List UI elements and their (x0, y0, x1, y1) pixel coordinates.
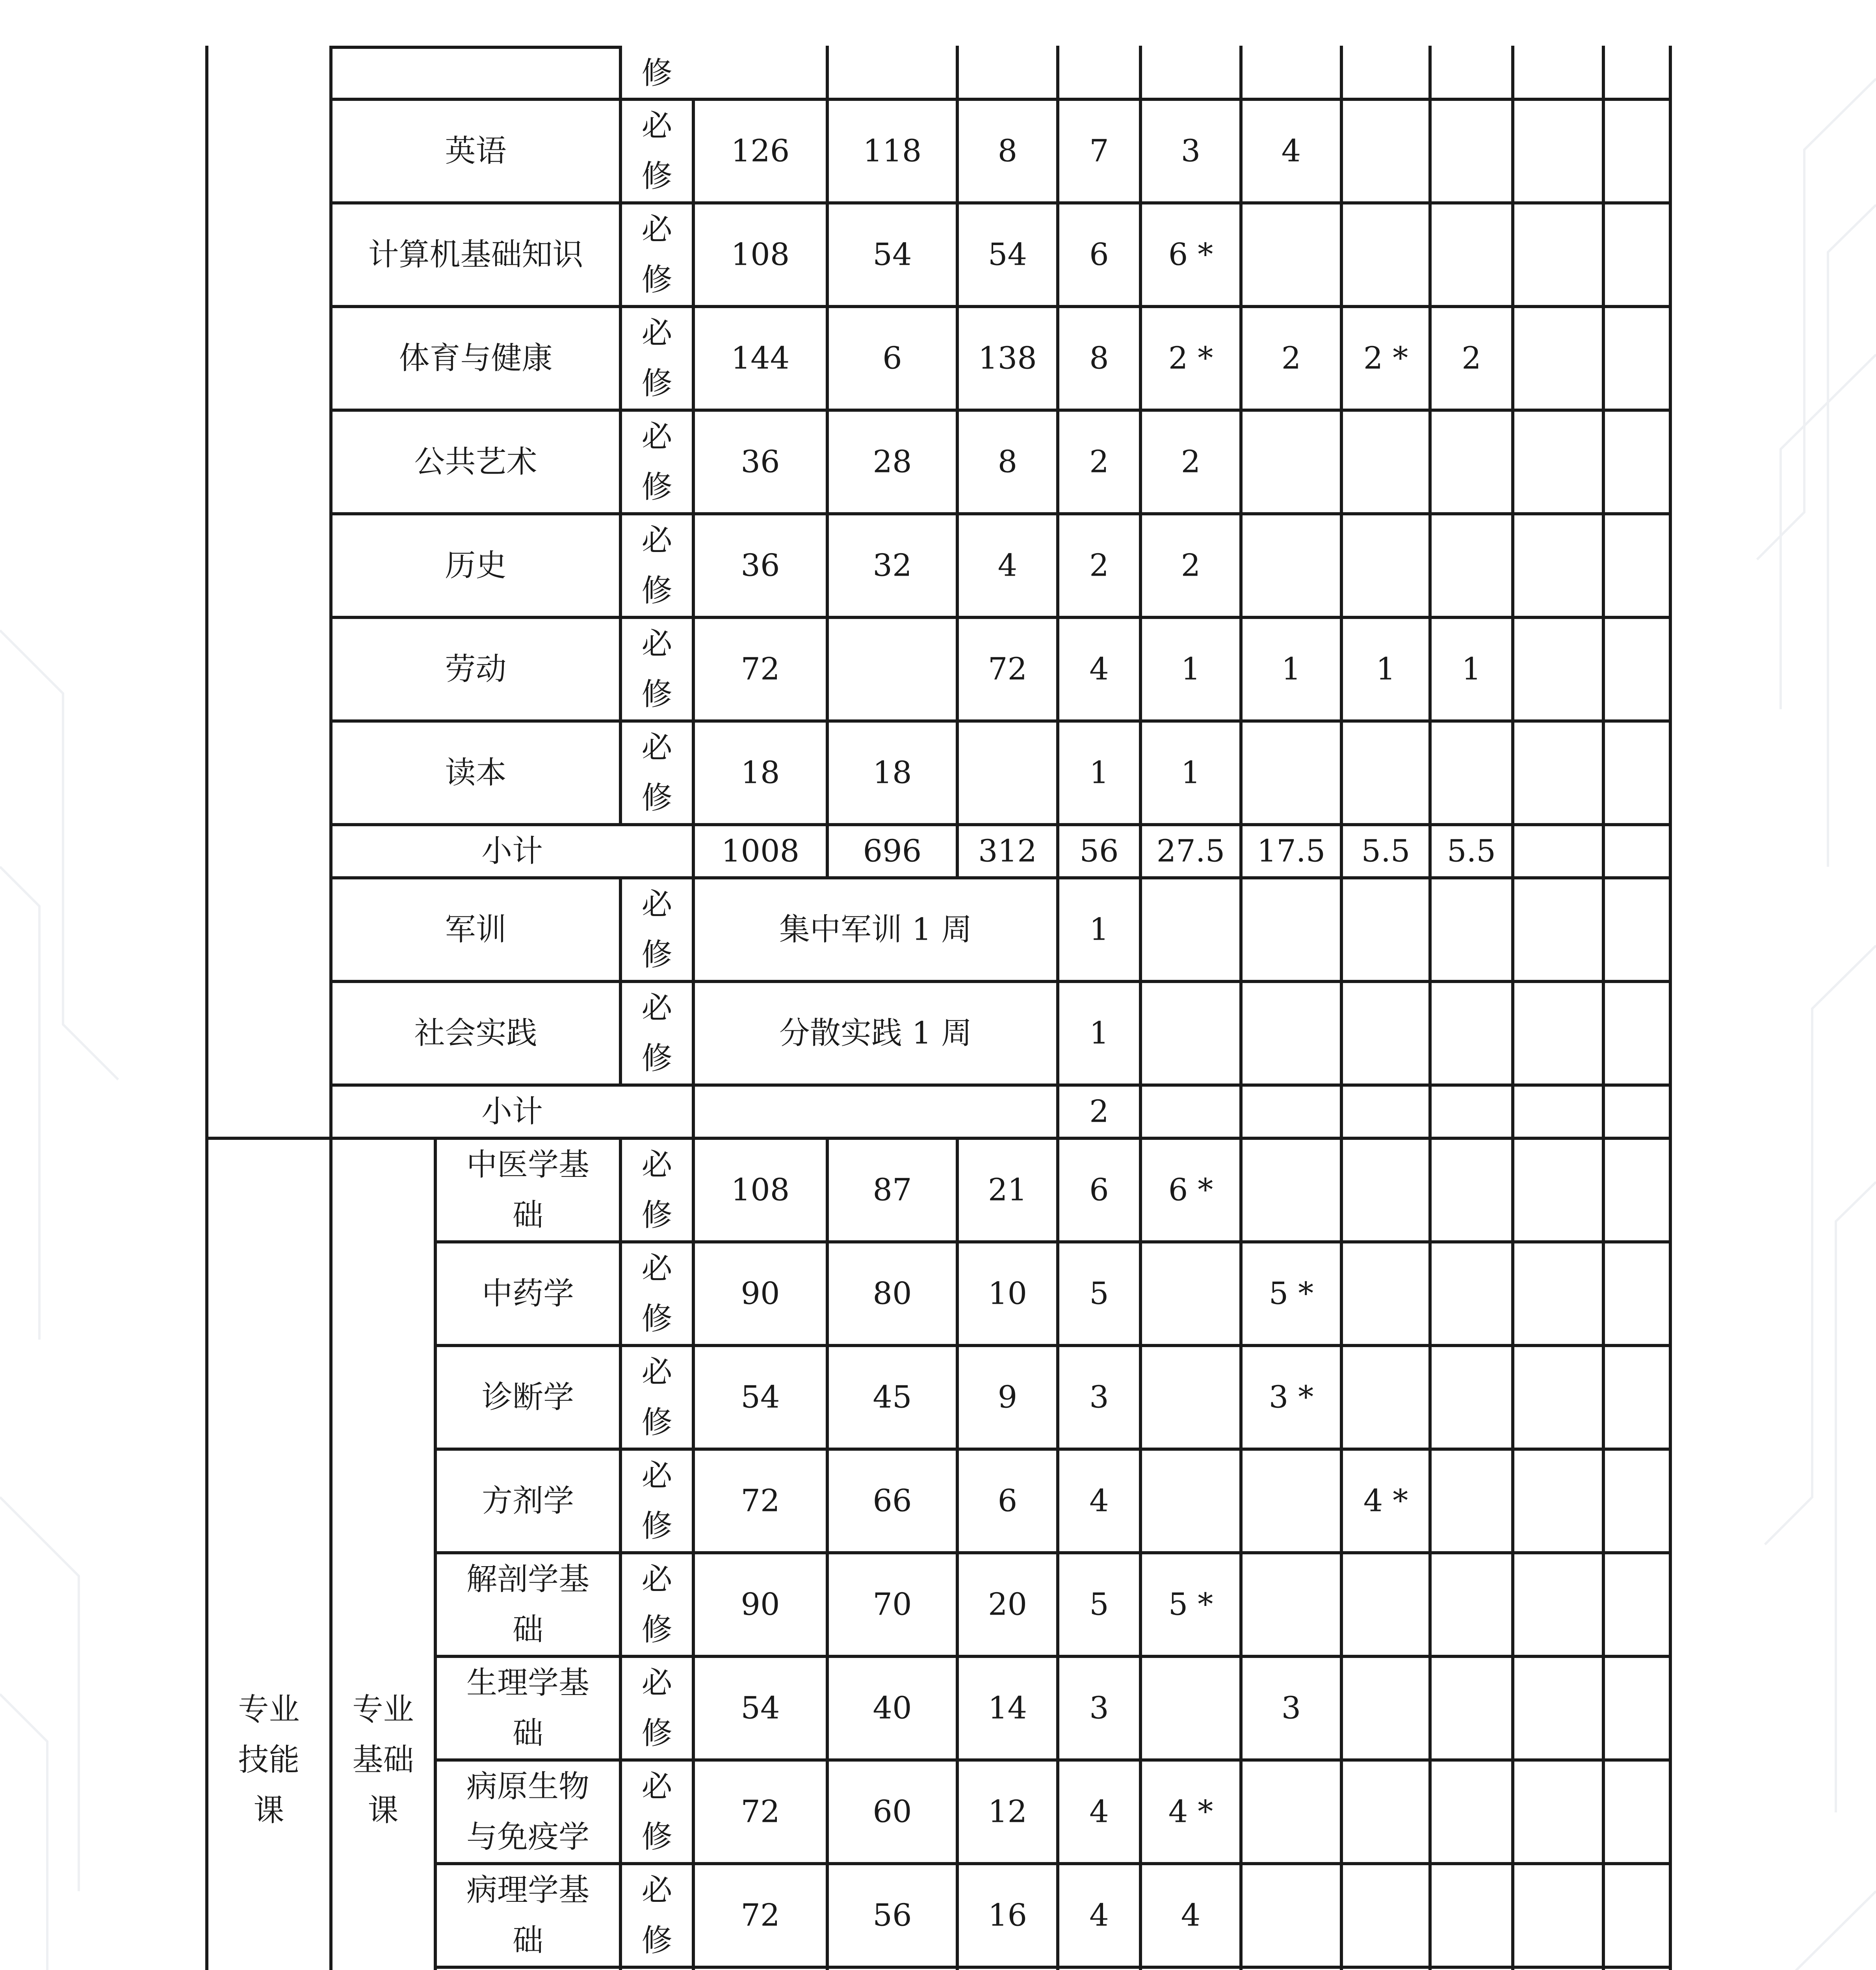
semester-4-hours: 2 (1462, 340, 1481, 376)
total-hours: 1008 (721, 833, 800, 869)
course-name: 劳动 (445, 651, 507, 687)
total-hours: 36 (741, 548, 780, 584)
theory-hours: 80 (873, 1276, 912, 1312)
practice-hours: 54 (988, 237, 1027, 273)
practice-hours: 72 (988, 651, 1027, 687)
course-name-line2: 与免疫学 (466, 1819, 590, 1855)
theory-hours: 28 (873, 444, 912, 480)
required-label: 修 (641, 1923, 672, 1959)
required-label: 必 (641, 1769, 672, 1805)
course-name-line1: 解剖学基 (466, 1561, 590, 1597)
practice-hours: 21 (988, 1172, 1027, 1208)
category-label: 技能 (238, 1742, 300, 1778)
total-hours: 72 (741, 1898, 780, 1933)
required-label: 修 (641, 573, 672, 609)
category-label: 课 (253, 1793, 284, 1828)
semester-4-hours: 5.5 (1447, 833, 1496, 869)
practice-hours: 8 (997, 133, 1018, 169)
required-label: 必 (641, 1354, 672, 1390)
semester-3-hours: 2 * (1363, 340, 1408, 376)
theory-hours: 118 (863, 133, 922, 169)
category-label: 专业 (238, 1692, 300, 1727)
practice-hours: 10 (988, 1276, 1027, 1312)
theory-hours: 18 (873, 755, 912, 791)
subtotal-label: 小计 (481, 833, 543, 869)
required-label: 必 (641, 1251, 672, 1286)
required-label: 修 (641, 262, 672, 298)
credits: 1 (1089, 755, 1109, 791)
credits: 2 (1089, 1094, 1109, 1130)
practice-hours: 20 (988, 1587, 1027, 1622)
theory-hours: 6 (882, 340, 902, 376)
required-label: 修 (641, 1041, 672, 1076)
total-hours: 72 (741, 651, 780, 687)
semester-1-hours: 4 (1181, 1898, 1201, 1933)
activity-duration: 集中军训 1 周 (779, 912, 972, 948)
semester-1-hours: 6 * (1168, 237, 1213, 273)
required-label: 必 (641, 1872, 672, 1908)
subcategory-label: 专业 (352, 1692, 414, 1727)
total-hours: 90 (741, 1276, 780, 1312)
course-name-line2: 础 (512, 1715, 544, 1751)
practice-hours: 14 (988, 1690, 1027, 1726)
credits: 1 (1089, 912, 1109, 948)
semester-1-hours: 1 (1181, 755, 1201, 791)
credits: 6 (1089, 1172, 1109, 1208)
course-name-line1: 生理学基 (466, 1665, 590, 1701)
course-name: 中药学 (481, 1276, 574, 1312)
semester-2-hours: 5 * (1269, 1276, 1314, 1312)
required-label: 必 (641, 315, 672, 351)
course-name-line1: 中医学基 (466, 1147, 590, 1183)
theory-hours: 696 (863, 833, 922, 869)
credits: 4 (1089, 1794, 1109, 1830)
required-label: 必 (641, 626, 672, 662)
required-label: 必 (641, 108, 672, 144)
semester-1-hours: 4 * (1168, 1794, 1213, 1830)
required-label: 必 (641, 212, 672, 247)
required-label: 必 (641, 1665, 672, 1701)
credits: 7 (1089, 133, 1109, 169)
semester-1-hours: 2 (1181, 548, 1201, 584)
course-name-line2: 础 (512, 1197, 544, 1233)
required-label: 修 (641, 158, 672, 194)
theory-hours: 54 (873, 237, 912, 273)
total-hours: 108 (731, 237, 790, 273)
semester-3-hours: 4 * (1363, 1483, 1408, 1519)
required-label: 修 (641, 1715, 672, 1751)
course-name: 诊断学 (481, 1379, 574, 1415)
credits: 2 (1089, 444, 1109, 480)
required-label: 必 (641, 419, 672, 455)
semester-1-hours: 6 * (1168, 1172, 1213, 1208)
semester-2-hours: 2 (1281, 340, 1301, 376)
credits: 3 (1089, 1690, 1109, 1726)
required-label: 修 (641, 937, 672, 973)
total-hours: 18 (741, 755, 780, 791)
semester-3-hours: 5.5 (1361, 833, 1410, 869)
credits: 4 (1089, 651, 1109, 687)
total-hours: 54 (741, 1379, 780, 1415)
activity-duration: 分散实践 1 周 (779, 1015, 972, 1051)
practice-hours: 12 (988, 1794, 1027, 1830)
course-name: 方剂学 (481, 1483, 574, 1519)
course-name-line1: 病理学基 (466, 1872, 590, 1908)
course-name: 历史 (445, 548, 507, 584)
required-label: 必 (641, 886, 672, 922)
activity-name: 社会实践 (414, 1015, 537, 1051)
total-hours: 144 (731, 340, 790, 376)
course-name: 英语 (445, 133, 507, 169)
practice-hours: 312 (978, 833, 1037, 869)
practice-hours: 16 (988, 1898, 1027, 1933)
total-hours: 90 (741, 1587, 780, 1622)
required-label: 必 (641, 1147, 672, 1183)
total-hours: 126 (731, 133, 790, 169)
credits: 6 (1089, 237, 1109, 273)
semester-1-hours: 2 * (1168, 340, 1213, 376)
required-label: 修 (641, 1612, 672, 1648)
credits: 8 (1089, 340, 1109, 376)
course-name: 公共艺术 (414, 444, 537, 480)
semester-4-hours: 1 (1462, 651, 1481, 687)
semester-2-hours: 3 (1281, 1690, 1301, 1726)
required-label: 修 (641, 1405, 672, 1440)
course-name: 读本 (445, 755, 507, 791)
semester-3-hours: 1 (1376, 651, 1396, 687)
required-label: 修 (641, 366, 672, 401)
semester-1-hours: 5 * (1168, 1587, 1213, 1622)
theory-hours: 60 (873, 1794, 912, 1830)
total-hours: 108 (731, 1172, 790, 1208)
required-label: 修 (641, 1301, 672, 1337)
course-name-line2: 础 (512, 1612, 544, 1648)
required-label: 修 (641, 676, 672, 712)
semester-1-hours: 1 (1181, 651, 1201, 687)
theory-hours: 70 (873, 1587, 912, 1622)
practice-hours: 9 (997, 1379, 1018, 1415)
credits: 2 (1089, 548, 1109, 584)
course-name: 体育与健康 (399, 340, 553, 376)
credits: 1 (1089, 1015, 1109, 1051)
subcategory-label: 课 (368, 1793, 399, 1828)
required-label: 修 (641, 1508, 672, 1544)
required-label: 修 (641, 1819, 672, 1855)
required-label: 修 (641, 780, 672, 816)
practice-hours: 4 (997, 548, 1018, 584)
theory-hours: 87 (873, 1172, 912, 1208)
required-label: 必 (641, 990, 672, 1026)
practice-hours: 138 (978, 340, 1037, 376)
practice-hours: 6 (997, 1483, 1018, 1519)
required-label: 必 (641, 522, 672, 558)
semester-2-hours: 17.5 (1257, 833, 1326, 869)
required-label: 修 (641, 469, 672, 505)
theory-hours: 45 (873, 1379, 912, 1415)
required-label: 修 (641, 1197, 672, 1233)
practice-hours: 8 (997, 444, 1018, 480)
theory-hours: 56 (873, 1898, 912, 1933)
semester-2-hours: 1 (1281, 651, 1301, 687)
semester-2-hours: 4 (1281, 133, 1301, 169)
credits: 56 (1079, 833, 1119, 869)
required-label: 必 (641, 730, 672, 766)
theory-hours: 66 (873, 1483, 912, 1519)
required-label-fragment: 修 (641, 56, 672, 91)
credits: 4 (1089, 1898, 1109, 1933)
credits: 4 (1089, 1483, 1109, 1519)
credits: 3 (1089, 1379, 1109, 1415)
theory-hours: 40 (873, 1690, 912, 1726)
subtotal-label: 小计 (481, 1094, 543, 1130)
theory-hours: 32 (873, 548, 912, 584)
credits: 5 (1089, 1276, 1109, 1312)
course-name: 计算机基础知识 (368, 237, 583, 273)
required-label: 必 (641, 1561, 672, 1597)
activity-name: 军训 (445, 912, 507, 948)
required-label: 必 (641, 1458, 672, 1494)
total-hours: 72 (741, 1483, 780, 1519)
semester-1-hours: 3 (1181, 133, 1201, 169)
total-hours: 36 (741, 444, 780, 480)
semester-1-hours: 2 (1181, 444, 1201, 480)
total-hours: 54 (741, 1690, 780, 1726)
course-name-line2: 础 (512, 1923, 544, 1959)
subcategory-label: 基础 (352, 1742, 414, 1778)
credits: 5 (1089, 1587, 1109, 1622)
total-hours: 72 (741, 1794, 780, 1830)
course-name-line1: 病原生物 (466, 1769, 590, 1805)
semester-1-hours: 27.5 (1156, 833, 1225, 869)
semester-2-hours: 3 * (1269, 1379, 1314, 1415)
